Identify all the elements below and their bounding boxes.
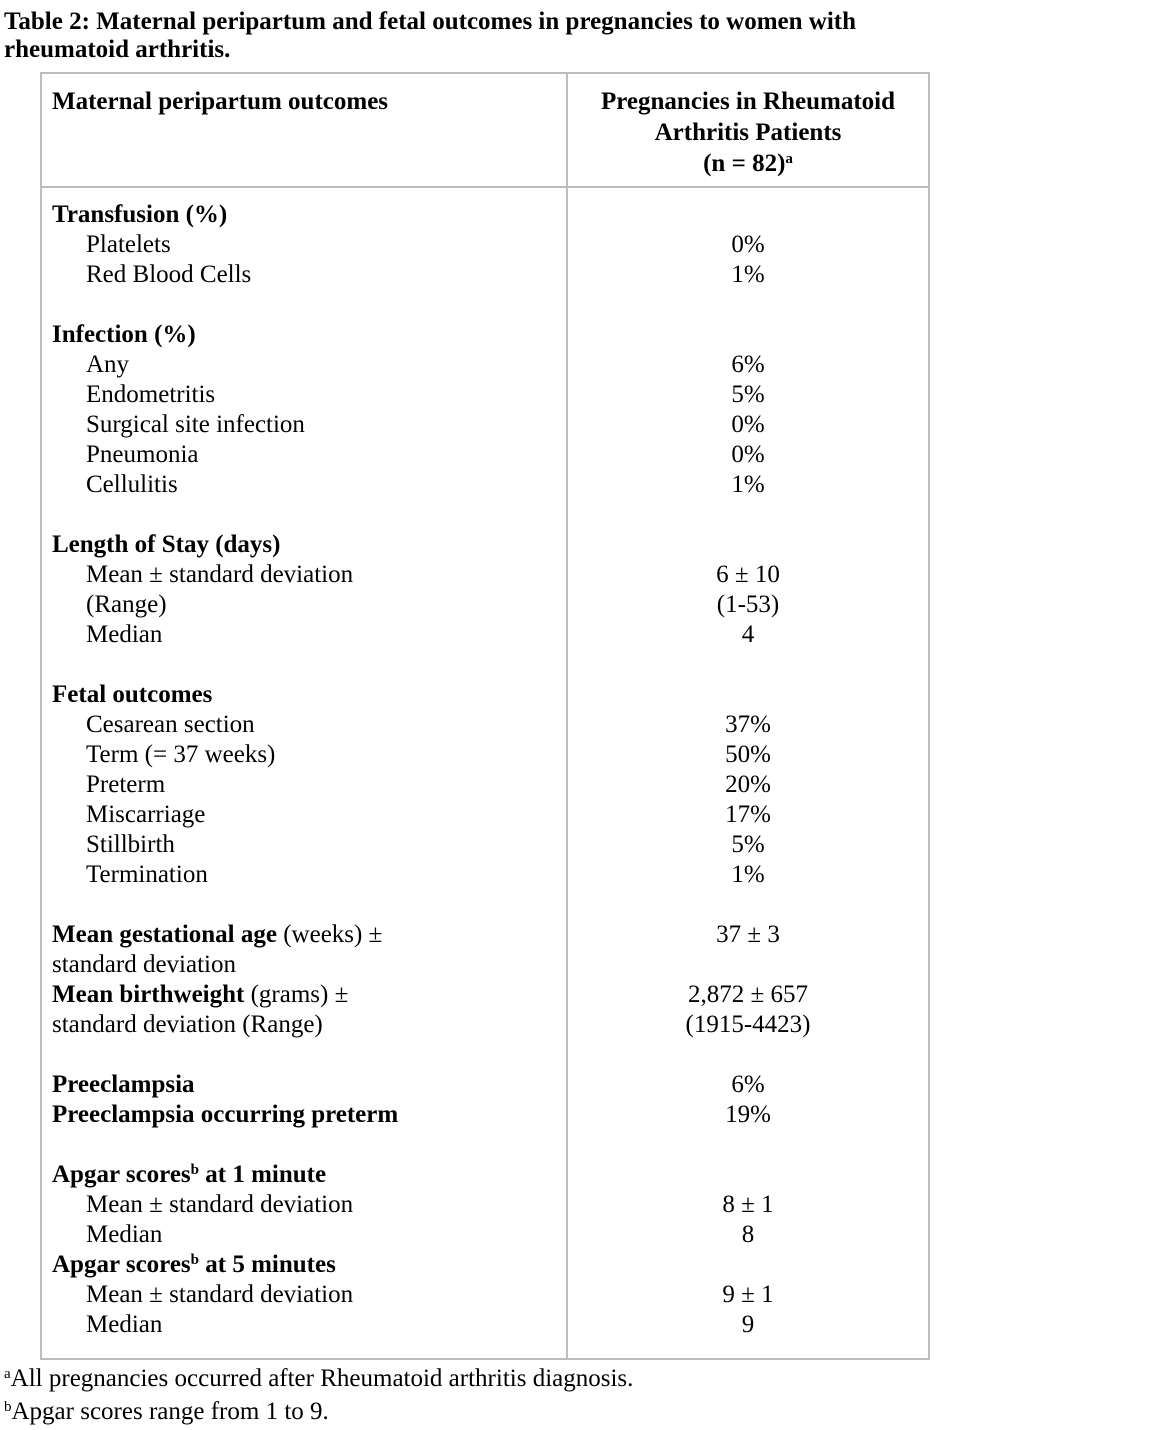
row-label [52,350,566,380]
row-value [568,950,928,980]
row-label [52,590,566,620]
row-value: (1-53) [716,591,780,618]
row-label-text: Termination [86,861,208,888]
row-label [52,530,566,560]
spacer-row [52,890,566,920]
row-label-text: at 5 minutes [199,1251,336,1278]
row-label-text: Transfusion (%) [52,201,228,228]
spacer-row [568,1130,928,1160]
row-value [568,530,928,560]
row-label-text: Length of Stay (days) [52,531,281,558]
table-header-row [42,74,928,188]
row-label [52,200,566,230]
row-label [52,260,566,290]
footnote-marker-a: a [4,1366,11,1382]
row-value: 6% [731,351,765,378]
outcomes-table [40,72,930,1360]
row-label [52,1190,566,1220]
row-label [52,710,566,740]
row-label-text: Preeclampsia [52,1071,195,1098]
row-label [52,620,566,650]
row-label [52,800,566,830]
row-value [568,680,928,710]
row-value: 20% [725,771,771,798]
row-label [52,1070,566,1100]
row-label-text: Stillbirth [86,831,175,858]
row-label [52,230,566,260]
row-label [52,920,566,950]
row-label-text: Preeclampsia occurring preterm [52,1101,399,1128]
row-label-text: Median [86,1221,163,1248]
spacer-row [568,890,928,920]
row-label [52,1010,566,1040]
column-header-n-count: (n = 82) [703,150,786,177]
row-value: 0% [731,441,765,468]
row-label [52,680,566,710]
footnote-marker-b: b [190,1162,199,1178]
row-value: 1% [731,861,765,888]
row-label [52,980,566,1010]
row-value: 9 ± 1 [722,1281,774,1308]
row-label [52,1250,566,1280]
column-header-pregnancies-text: Pregnancies in Rheumatoid Arthritis Patients [601,88,895,146]
row-value: 6 ± 10 [716,561,780,588]
row-label-text: Miscarriage [86,801,206,828]
spacer-row [52,1130,566,1160]
row-label [52,740,566,770]
spacer-row [52,290,566,320]
row-label-text: at 1 minute [199,1161,327,1188]
column-header-pregnancies [566,74,928,186]
footnote [4,1364,1152,1397]
table-caption: Table 2: Maternal peripartum and fetal outcomes in pregnancies to women with rheumatoid arthritis. [4,8,857,63]
row-label-text: Infection (%) [52,321,196,348]
spacer-row [52,650,566,680]
row-label-text: Mean ± standard deviation [86,561,354,588]
footnote-text: All pregnancies occurred after Rheumatoid arthritis diagnosis. [10,1365,634,1392]
spacer-row [568,500,928,530]
row-value: 2,872 ± 657 [688,981,808,1008]
footnote-marker-a: a [785,151,793,167]
row-label [52,1280,566,1310]
row-label-text: Median [86,621,163,648]
row-value: 9 [741,1311,755,1338]
row-value: (1915-4423) [685,1011,811,1038]
row-label-text: Surgical site infection [86,411,305,438]
row-label [52,1220,566,1250]
row-label-text: Cesarean section [86,711,255,738]
row-label-text: Mean birthweight [52,981,245,1008]
row-label-text: Mean ± standard deviation [86,1191,354,1218]
spacer-row [568,650,928,680]
row-value [568,200,928,230]
row-label [52,410,566,440]
footnote-text: Apgar scores range from 1 to 9. [11,1398,329,1425]
row-value [568,1250,928,1280]
row-value: 17% [725,801,771,828]
row-value: 37 ± 3 [716,921,780,948]
row-value: 5% [731,381,765,408]
footnote-marker-b: b [4,1399,12,1415]
spacer-row [52,1040,566,1070]
row-label-text: Term (= 37 weeks) [86,741,276,768]
row-label-text: (grams) ± [244,981,349,1008]
row-label [52,860,566,890]
footnote [4,1397,1152,1430]
row-value: 4 [741,621,755,648]
row-label [52,1160,566,1190]
row-label-text: Pneumonia [86,441,199,468]
spacer-row [52,500,566,530]
row-label-text: Any [86,351,130,378]
row-value: 37% [725,711,771,738]
table-body [42,188,928,1358]
row-label-text: Endometritis [86,381,216,408]
row-label-text: Red Blood Cells [86,261,252,288]
footnote-marker-b: b [190,1252,199,1268]
row-label-text: Preterm [86,771,166,798]
row-value: 1% [731,471,765,498]
row-value: 6% [731,1071,765,1098]
row-label-text: Mean ± standard deviation [86,1281,354,1308]
column-header-maternal-outcomes: Maternal peripartum outcomes [52,88,389,115]
row-label [52,1310,566,1340]
row-label [52,380,566,410]
row-value: 0% [731,231,765,258]
row-label-text: (weeks) ± [276,921,383,948]
row-label [52,320,566,350]
row-value: 5% [731,831,765,858]
footnotes [4,1364,1152,1430]
row-label-text: Median [86,1311,163,1338]
row-value: 50% [725,741,771,768]
document-page [0,8,1152,1430]
row-label-text: Platelets [86,231,171,258]
row-label-text: Mean gestational age [52,921,277,948]
row-value [568,1160,928,1190]
row-label [52,770,566,800]
row-label-text: Apgar scores [52,1251,191,1278]
row-value [568,320,928,350]
row-label [52,440,566,470]
row-label [52,950,566,980]
row-label-text: standard deviation [52,951,236,978]
table-body-values [566,188,928,1358]
row-label [52,470,566,500]
row-value: 8 [741,1221,755,1248]
row-label-text: (Range) [86,591,167,618]
row-value: 0% [731,411,765,438]
row-label [52,1100,566,1130]
table-body-labels [42,188,566,1358]
row-label-text: standard deviation (Range) [52,1011,323,1038]
row-label [52,830,566,860]
row-value: 19% [725,1101,771,1128]
spacer-row [568,1040,928,1070]
spacer-row [568,290,928,320]
row-label-text: Cellulitis [86,471,178,498]
row-label-text: Fetal outcomes [52,681,213,708]
row-value: 8 ± 1 [722,1191,774,1218]
row-label [52,560,566,590]
row-label-text: Apgar scores [52,1161,191,1188]
row-value: 1% [731,261,765,288]
